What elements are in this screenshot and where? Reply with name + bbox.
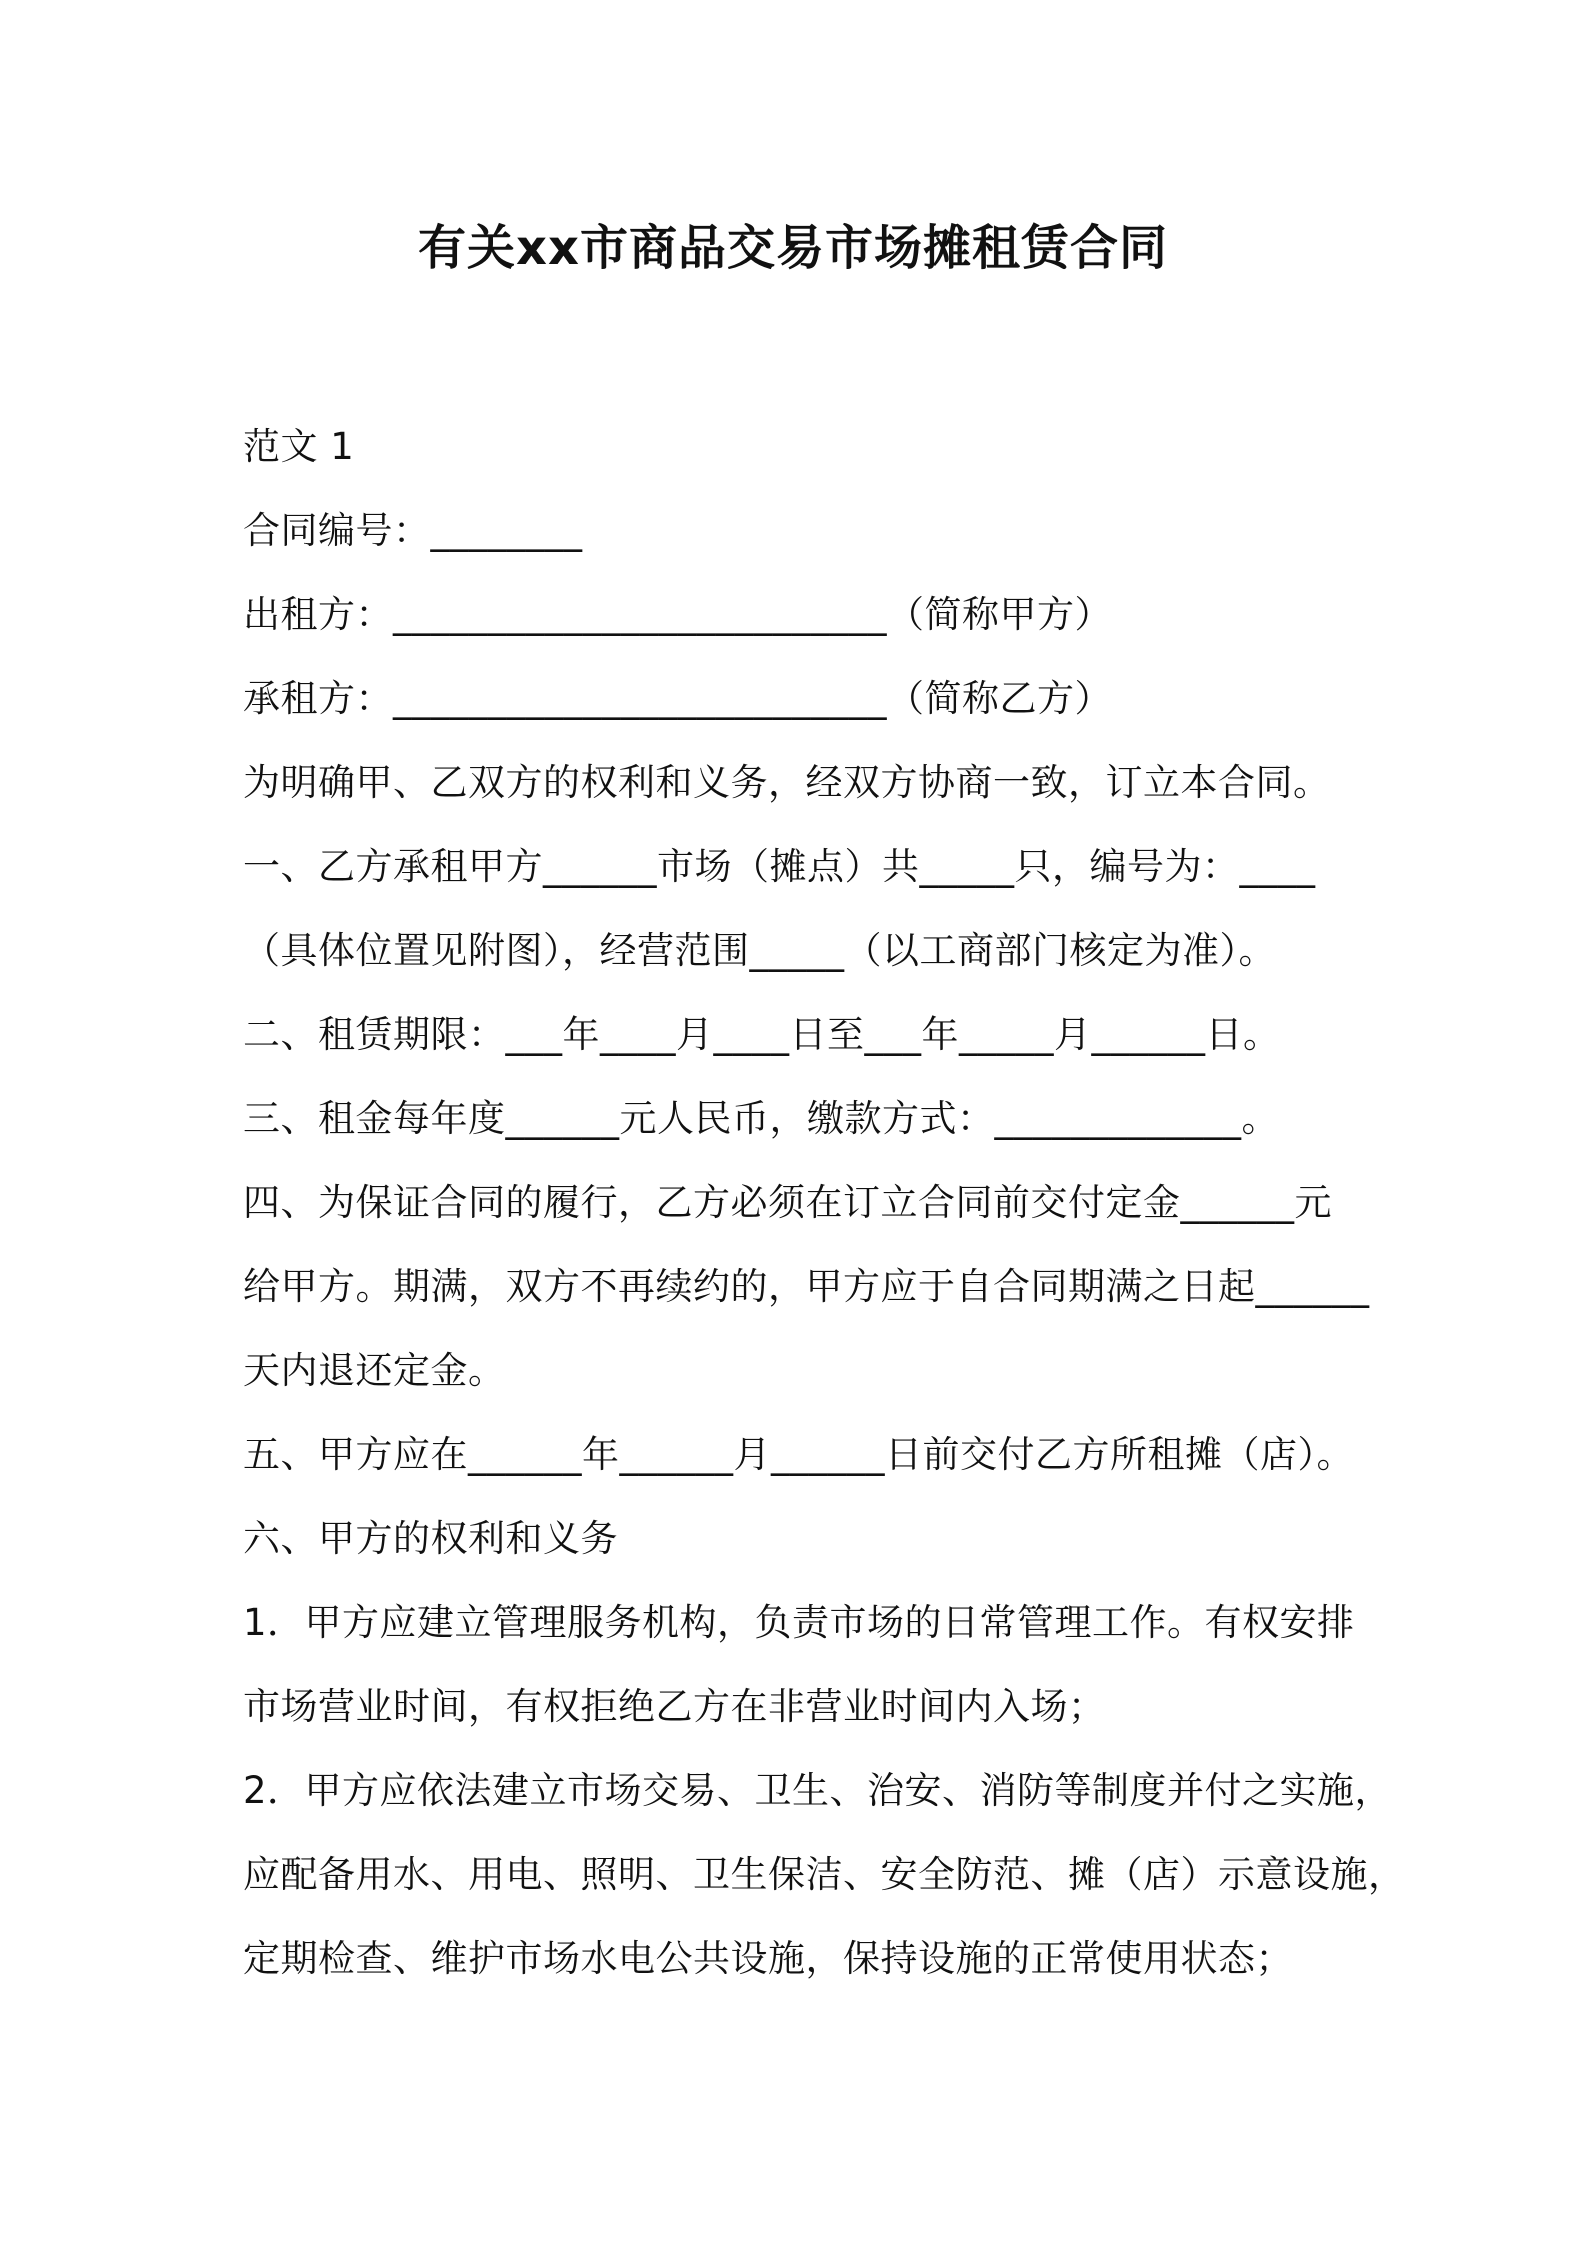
lessee-line: 承租方：__________________________（简称乙方） bbox=[243, 677, 1112, 720]
document-title: 有关xx市商品交易市场摊租赁合同 bbox=[418, 220, 1168, 276]
document-body bbox=[243, 405, 1406, 2001]
clause-line: 定期检查、维护市场水电公共设施，保持设施的正常使用状态； bbox=[243, 1937, 1293, 1980]
clause-line: 应配备用水、用电、照明、卫生保洁、安全防范、摊（店）示意设施， bbox=[243, 1853, 1406, 1896]
paragraph-line: 为明确甲、乙双方的权利和义务，经双方协商一致，订立本合同。 bbox=[243, 761, 1331, 804]
clause-line: （具体位置见附图），经营范围_____（以工商部门核定为准）。 bbox=[243, 929, 1276, 972]
clause-line: 三、租金每年度______元人民币，缴款方式：_____________。 bbox=[243, 1097, 1279, 1140]
lessor-line: 出租方：__________________________（简称甲方） bbox=[243, 593, 1112, 636]
clause-line: 四、为保证合同的履行，乙方必须在订立合同前交付定金______元 bbox=[243, 1181, 1332, 1224]
clause-line: 五、甲方应在______年______月______日前交付乙方所租摊（店）。 bbox=[243, 1433, 1354, 1476]
clause-line: 一、乙方承租甲方______市场（摊点）共_____只，编号为：____ bbox=[243, 845, 1316, 888]
clause-line: 天内退还定金。 bbox=[243, 1349, 506, 1392]
paragraph-line: 范文 1 bbox=[243, 425, 355, 468]
clause-line: 给甲方。期满，双方不再续约的，甲方应于自合同期满之日起______ bbox=[243, 1265, 1370, 1308]
clause-line: 市场营业时间，有权拒绝乙方在非营业时间内入场； bbox=[243, 1685, 1106, 1728]
section-heading: 六、甲方的权利和义务 bbox=[243, 1517, 618, 1560]
contract-number-line: 合同编号：________ bbox=[243, 509, 583, 552]
clause-line: 2．甲方应依法建立市场交易、卫生、治安、消防等制度并付之实施， bbox=[243, 1769, 1393, 1812]
clause-line: 二、租赁期限：___年____月____日至___年_____月______日。 bbox=[243, 1013, 1281, 1056]
clause-line: 1．甲方应建立管理服务机构，负责市场的日常管理工作。有权安排 bbox=[243, 1601, 1355, 1644]
